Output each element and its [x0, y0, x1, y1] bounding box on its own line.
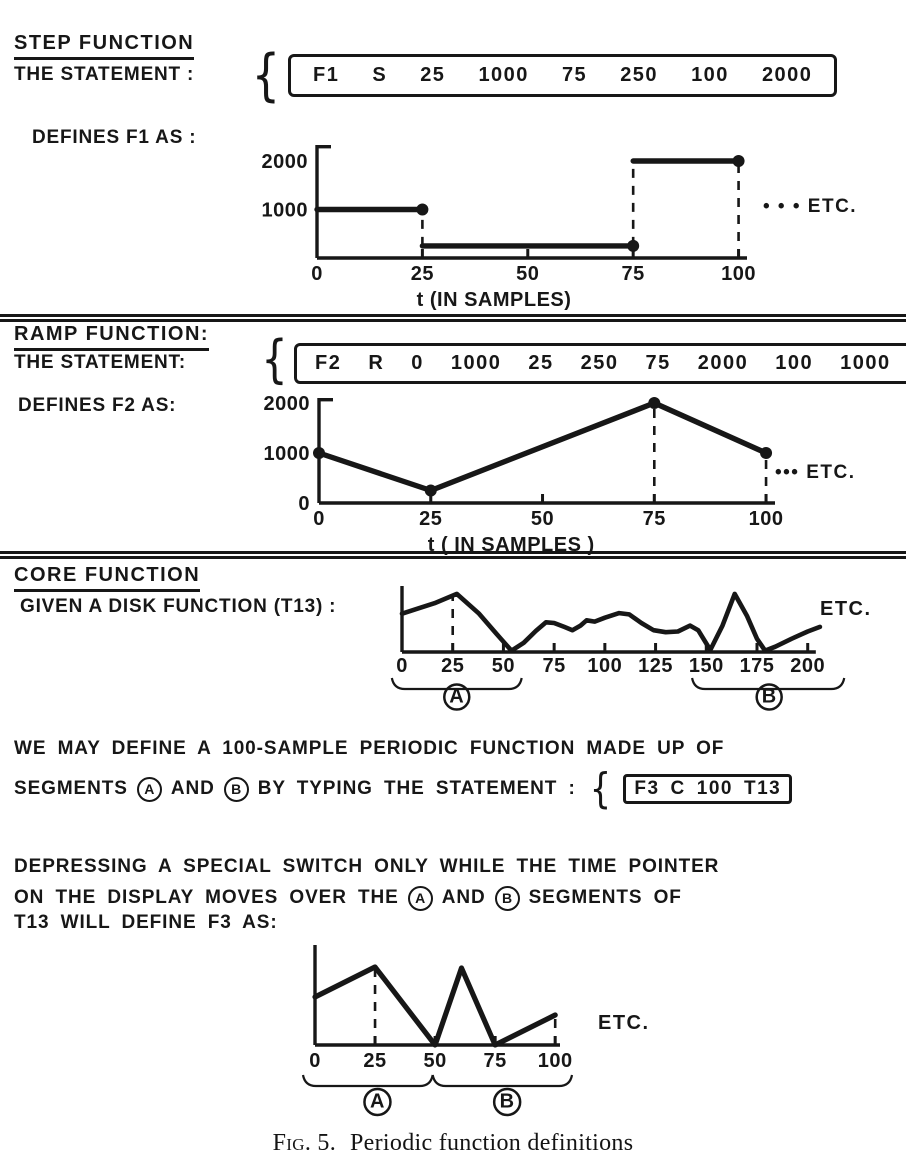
svg-text:A: A: [449, 685, 465, 708]
statement-token: F2: [315, 352, 342, 374]
statement-token: 100: [691, 64, 729, 86]
statement-token: 25: [528, 352, 554, 374]
svg-text:50: 50: [516, 263, 540, 285]
statement-token: C: [670, 778, 686, 799]
paragraph-line: [14, 764, 792, 813]
statement-token: 2000: [697, 352, 749, 374]
etc-label: ETC.: [820, 598, 872, 620]
svg-text:25: 25: [419, 508, 443, 530]
paragraph-line: WE MAY DEFINE A 100-SAMPLE PERIODIC FUNCTION MADE UP OF: [14, 738, 725, 759]
svg-text:75: 75: [542, 655, 566, 677]
statement-token: 1000: [478, 64, 529, 86]
svg-text:0: 0: [311, 263, 323, 285]
caption-text: Periodic function definitions: [350, 1130, 634, 1156]
statement-token: R: [368, 352, 385, 374]
section-divider: [0, 314, 906, 322]
statement-token: F3: [634, 778, 660, 799]
etc-label: ETC.: [598, 1012, 650, 1034]
svg-text:A: A: [369, 1090, 385, 1113]
svg-text:B: B: [499, 1090, 515, 1113]
statement-token: 250: [620, 64, 659, 86]
circled-a-badge: A: [137, 777, 162, 802]
circled-a-badge: A: [408, 886, 433, 911]
statement-token: 100: [775, 352, 814, 374]
svg-text:50: 50: [530, 508, 555, 530]
open-brace: {: [251, 43, 281, 108]
t13-disk-chart: [392, 580, 862, 720]
svg-text:t ( IN SAMPLES ): t ( IN SAMPLES ): [427, 534, 595, 556]
f1-step-chart: [259, 140, 819, 315]
svg-text:100: 100: [721, 263, 757, 285]
statement-token: 1000: [450, 352, 502, 374]
t13-disk-plot: [392, 580, 862, 720]
statement-token: T13: [743, 778, 782, 799]
svg-text:0: 0: [396, 655, 408, 677]
svg-text:0: 0: [313, 508, 325, 530]
f2-ramp-plot: [257, 390, 857, 565]
step-function-heading: STEP FUNCTION: [14, 32, 194, 60]
svg-text:1000: 1000: [261, 199, 308, 222]
svg-text:t (IN SAMPLES): t (IN SAMPLES): [416, 289, 572, 311]
f1-statement-box: [288, 54, 837, 97]
svg-text:50: 50: [423, 1050, 447, 1072]
svg-text:75: 75: [483, 1050, 507, 1072]
statement-token: 100: [696, 778, 733, 799]
defines-f2-label: DEFINES F2 AS:: [18, 395, 177, 416]
f1-step-plot: [259, 140, 819, 315]
paragraph-text: SEGMENTS OF: [528, 887, 682, 908]
f2-ramp-chart: [257, 390, 857, 565]
statement-token: 25: [420, 64, 446, 86]
svg-text:100: 100: [587, 655, 623, 677]
svg-text:175: 175: [739, 655, 775, 677]
section-divider: [0, 551, 906, 559]
svg-text:50: 50: [491, 655, 516, 677]
core-function-heading: CORE FUNCTION: [14, 564, 200, 592]
step-statement-label: THE STATEMENT :: [14, 64, 195, 85]
etc-label: • • • ETC.: [763, 196, 858, 217]
svg-text:0: 0: [309, 1050, 321, 1072]
defines-f1-label: DEFINES F1 AS :: [32, 127, 197, 148]
f3-statement-box: [623, 774, 792, 804]
paragraph-text: SEGMENTS: [14, 778, 128, 799]
svg-text:150: 150: [688, 655, 724, 677]
open-brace: {: [589, 764, 612, 813]
svg-text:100: 100: [537, 1050, 573, 1072]
svg-text:100: 100: [748, 508, 784, 530]
figure-caption: [0, 1130, 906, 1157]
statement-token: 250: [580, 352, 619, 374]
paragraph-text: AND: [170, 778, 215, 799]
svg-text:25: 25: [410, 263, 435, 285]
etc-label: ••• ETC.: [775, 462, 856, 483]
f3-periodic-plot: [257, 940, 677, 1135]
svg-text:200: 200: [790, 655, 826, 677]
svg-text:1000: 1000: [263, 443, 310, 465]
svg-text:75: 75: [621, 263, 645, 285]
ramp-function-heading: RAMP FUNCTION:: [14, 323, 209, 351]
svg-text:2000: 2000: [263, 393, 310, 415]
statement-token: 75: [561, 64, 588, 86]
paragraph-text: ON THE DISPLAY MOVES OVER THE: [14, 887, 399, 908]
statement-token: 1000: [840, 352, 891, 374]
statement-token: 0: [411, 352, 424, 374]
define-paragraph: [14, 738, 792, 813]
paragraph-line: DEPRESSING A SPECIAL SWITCH ONLY WHILE THE TIME POINTER: [14, 856, 720, 877]
svg-text:75: 75: [642, 508, 666, 530]
svg-text:2000: 2000: [261, 151, 308, 174]
paragraph-text: BY TYPING THE STATEMENT :: [257, 778, 576, 799]
ramp-statement-label: THE STATEMENT:: [14, 352, 186, 373]
f2-statement-box: [294, 343, 906, 384]
paragraph-line: [14, 884, 719, 912]
svg-text:25: 25: [441, 655, 465, 677]
statement-token: F1: [313, 64, 340, 86]
statement-token: S: [372, 64, 388, 86]
svg-text:25: 25: [363, 1050, 387, 1072]
paragraph-line: T13 WILL DEFINE F3 AS:: [14, 912, 278, 933]
svg-text:0: 0: [298, 493, 310, 515]
statement-token: 75: [645, 352, 671, 374]
circled-b-badge: B: [224, 777, 249, 802]
f3-periodic-chart: [257, 940, 677, 1135]
statement-token: 2000: [761, 64, 813, 86]
switch-paragraph: [14, 856, 719, 940]
svg-text:125: 125: [638, 655, 674, 677]
paragraph-text: AND: [441, 887, 486, 908]
svg-text:B: B: [761, 685, 777, 708]
open-brace: {: [261, 330, 288, 390]
circled-b-badge: B: [495, 886, 520, 911]
caption-figure-number: Fig. 5.: [272, 1130, 337, 1156]
given-disk-function-label: GIVEN A DISK FUNCTION (T13) :: [20, 596, 337, 617]
